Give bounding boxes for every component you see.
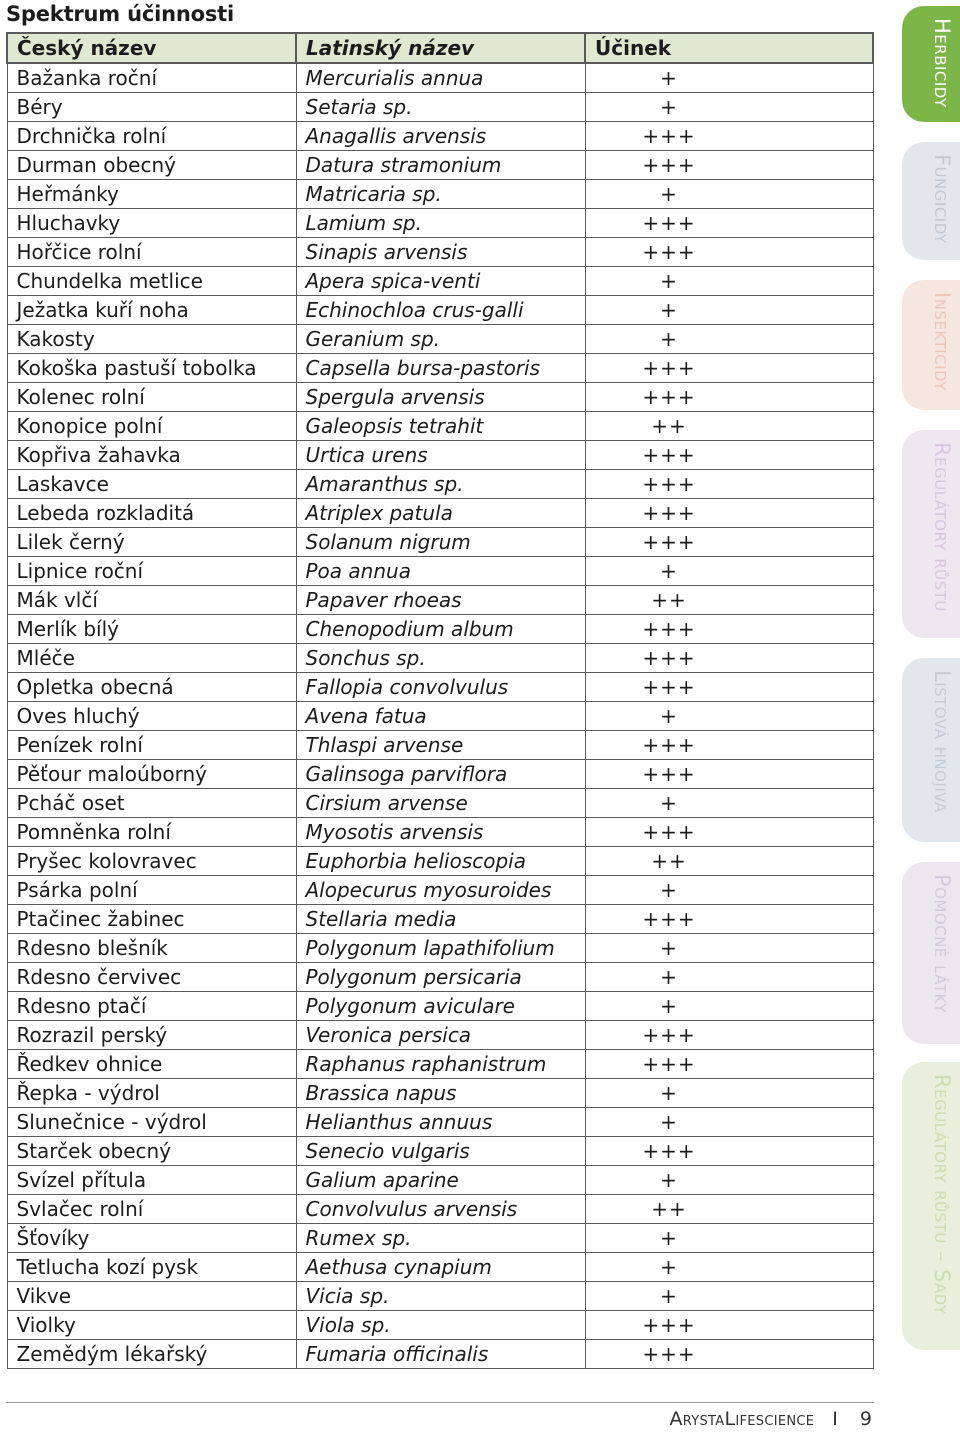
latin-name-cell: Avena fatua — [296, 702, 585, 731]
latin-name-cell: Solanum nigrum — [296, 528, 585, 557]
table-row — [7, 644, 873, 673]
effect-cell: +++ — [585, 1311, 873, 1340]
latin-name-cell: Apera spica-venti — [296, 267, 585, 296]
effect-cell: + — [585, 1079, 873, 1108]
table-row — [7, 63, 873, 93]
tab-regulatory-rustu-sady-label: Regulátory růstu – Sady — [930, 1074, 954, 1315]
effect-cell: + — [585, 1108, 873, 1137]
effect-cell: + — [585, 93, 873, 122]
latin-name-cell: Papaver rhoeas — [296, 586, 585, 615]
latin-name-cell: Veronica persica — [296, 1021, 585, 1050]
czech-name-cell: Pryšec kolovravec — [7, 847, 296, 876]
czech-name-cell: Svlačec rolní — [7, 1195, 296, 1224]
czech-name-cell: Ředkev ohnice — [7, 1050, 296, 1079]
table-row — [7, 1282, 873, 1311]
effect-cell: + — [585, 789, 873, 818]
effect-cell: +++ — [585, 1050, 873, 1079]
czech-name-cell: Pěťour maloúborný — [7, 760, 296, 789]
latin-name-cell: Stellaria media — [296, 905, 585, 934]
czech-name-cell: Řepka - výdrol — [7, 1079, 296, 1108]
czech-name-cell: Kolenec rolní — [7, 383, 296, 412]
effect-cell: + — [585, 1282, 873, 1311]
latin-name-cell: Geranium sp. — [296, 325, 585, 354]
czech-name-cell: Lilek černý — [7, 528, 296, 557]
effect-cell: + — [585, 1253, 873, 1282]
footer-divider — [6, 1402, 874, 1403]
czech-name-cell: Psárka polní — [7, 876, 296, 905]
czech-name-cell: Vikve — [7, 1282, 296, 1311]
latin-name-cell: Brassica napus — [296, 1079, 585, 1108]
latin-name-cell: Fumaria officinalis — [296, 1340, 585, 1369]
table-row — [7, 296, 873, 325]
czech-name-cell: Pomněnka rolní — [7, 818, 296, 847]
effect-cell: +++ — [585, 151, 873, 180]
czech-name-cell: Rdesno ptačí — [7, 992, 296, 1021]
latin-name-cell: Lamium sp. — [296, 209, 585, 238]
table-row — [7, 1253, 873, 1282]
latin-name-cell: Capsella bursa-pastoris — [296, 354, 585, 383]
latin-name-cell: Spergula arvensis — [296, 383, 585, 412]
table-row — [7, 1021, 873, 1050]
table-body — [7, 63, 873, 1369]
latin-name-cell: Mercurialis annua — [296, 63, 585, 93]
czech-name-cell: Laskavce — [7, 470, 296, 499]
table-row — [7, 1108, 873, 1137]
table-row — [7, 1166, 873, 1195]
effect-cell: + — [585, 557, 873, 586]
table-row — [7, 93, 873, 122]
latin-name-cell: Chenopodium album — [296, 615, 585, 644]
tab-pomocne-latky-label: Pomocné látky — [930, 874, 954, 1013]
table-row — [7, 905, 873, 934]
czech-name-cell: Starček obecný — [7, 1137, 296, 1166]
latin-name-cell: Matricaria sp. — [296, 180, 585, 209]
table-row — [7, 383, 873, 412]
footer-separator: I — [832, 1408, 838, 1430]
table-row — [7, 470, 873, 499]
effect-cell: +++ — [585, 441, 873, 470]
czech-name-cell: Slunečnice - výdrol — [7, 1108, 296, 1137]
tab-herbicidy-label: Herbicidy — [930, 18, 954, 108]
latin-name-cell: Convolvulus arvensis — [296, 1195, 585, 1224]
czech-name-cell: Mléče — [7, 644, 296, 673]
czech-name-cell: Rdesno blešník — [7, 934, 296, 963]
latin-name-cell: Rumex sp. — [296, 1224, 585, 1253]
effect-cell: +++ — [585, 673, 873, 702]
table-row — [7, 586, 873, 615]
czech-name-cell: Hořčice rolní — [7, 238, 296, 267]
latin-name-cell: Galium aparine — [296, 1166, 585, 1195]
effect-cell: +++ — [585, 1021, 873, 1050]
latin-name-cell: Helianthus annuus — [296, 1108, 585, 1137]
effect-cell: +++ — [585, 528, 873, 557]
czech-name-cell: Heřmánky — [7, 180, 296, 209]
table-row — [7, 615, 873, 644]
effect-cell: +++ — [585, 1340, 873, 1369]
latin-name-cell: Galinsoga parviflora — [296, 760, 585, 789]
table-row — [7, 934, 873, 963]
latin-name-cell: Polygonum persicaria — [296, 963, 585, 992]
czech-name-cell: Pcháč oset — [7, 789, 296, 818]
footer — [669, 1406, 872, 1432]
effect-cell: + — [585, 1166, 873, 1195]
latin-name-cell: Sinapis arvensis — [296, 238, 585, 267]
tab-insekticidy-label: Insekticidy — [930, 292, 954, 391]
table-row — [7, 412, 873, 441]
czech-name-cell: Kokoška pastuší tobolka — [7, 354, 296, 383]
table-row — [7, 557, 873, 586]
effect-cell: + — [585, 934, 873, 963]
effect-cell: +++ — [585, 354, 873, 383]
czech-name-cell: Tetlucha kozí pysk — [7, 1253, 296, 1282]
page-number: 9 — [859, 1408, 872, 1430]
effect-cell: + — [585, 1224, 873, 1253]
latin-name-cell: Senecio vulgaris — [296, 1137, 585, 1166]
latin-name-cell: Atriplex patula — [296, 499, 585, 528]
latin-name-cell: Euphorbia helioscopia — [296, 847, 585, 876]
effect-cell: ++ — [585, 847, 873, 876]
table-row — [7, 673, 873, 702]
table-row — [7, 702, 873, 731]
czech-name-cell: Rdesno červivec — [7, 963, 296, 992]
effect-cell: +++ — [585, 731, 873, 760]
latin-name-cell: Urtica urens — [296, 441, 585, 470]
footer-brand: ArystaLifescience — [669, 1408, 815, 1430]
table-row — [7, 1079, 873, 1108]
page-title: Spektrum účinnosti — [6, 2, 234, 26]
effect-cell: +++ — [585, 238, 873, 267]
latin-name-cell: Raphanus raphanistrum — [296, 1050, 585, 1079]
tab-listova-hnojiva-label: Listová hnojiva — [930, 670, 954, 813]
header-effect: Účinek — [585, 33, 873, 63]
table-row — [7, 1050, 873, 1079]
effect-cell: + — [585, 180, 873, 209]
header-latin-name: Latinský název — [296, 33, 585, 63]
table-row — [7, 1195, 873, 1224]
effect-cell: + — [585, 992, 873, 1021]
table-row — [7, 441, 873, 470]
latin-name-cell: Anagallis arvensis — [296, 122, 585, 151]
latin-name-cell: Poa annua — [296, 557, 585, 586]
effect-cell: +++ — [585, 1137, 873, 1166]
effect-cell: + — [585, 296, 873, 325]
czech-name-cell: Violky — [7, 1311, 296, 1340]
tab-fungicidy[interactable] — [902, 142, 960, 260]
effect-cell: ++ — [585, 412, 873, 441]
czech-name-cell: Hluchavky — [7, 209, 296, 238]
tab-listova-hnojiva[interactable] — [902, 658, 960, 842]
czech-name-cell: Zemědým lékařský — [7, 1340, 296, 1369]
table-row — [7, 528, 873, 557]
effect-cell: + — [585, 876, 873, 905]
czech-name-cell: Drchnička rolní — [7, 122, 296, 151]
table-row — [7, 151, 873, 180]
effect-cell: +++ — [585, 383, 873, 412]
czech-name-cell: Ježatka kuří noha — [7, 296, 296, 325]
tab-regulatory-rustu-sady[interactable] — [902, 1062, 960, 1350]
tab-herbicidy[interactable] — [902, 6, 960, 122]
effect-cell: +++ — [585, 209, 873, 238]
effect-cell: +++ — [585, 615, 873, 644]
latin-name-cell: Setaria sp. — [296, 93, 585, 122]
latin-name-cell: Echinochloa crus-galli — [296, 296, 585, 325]
czech-name-cell: Lebeda rozkladitá — [7, 499, 296, 528]
table-row — [7, 818, 873, 847]
effect-cell: + — [585, 63, 873, 93]
tab-insekticidy[interactable] — [902, 280, 960, 410]
effect-cell: ++ — [585, 1195, 873, 1224]
czech-name-cell: Ptačinec žabinec — [7, 905, 296, 934]
table-row — [7, 847, 873, 876]
czech-name-cell: Durman obecný — [7, 151, 296, 180]
czech-name-cell: Mák vlčí — [7, 586, 296, 615]
effect-cell: + — [585, 702, 873, 731]
czech-name-cell: Konopice polní — [7, 412, 296, 441]
czech-name-cell: Lipnice roční — [7, 557, 296, 586]
czech-name-cell: Chundelka metlice — [7, 267, 296, 296]
table-row — [7, 760, 873, 789]
czech-name-cell: Penízek rolní — [7, 731, 296, 760]
table-row — [7, 1137, 873, 1166]
latin-name-cell: Vicia sp. — [296, 1282, 585, 1311]
table-row — [7, 731, 873, 760]
table-row — [7, 180, 873, 209]
effect-cell: + — [585, 963, 873, 992]
table-row — [7, 876, 873, 905]
czech-name-cell: Bažanka roční — [7, 63, 296, 93]
effect-cell: +++ — [585, 905, 873, 934]
czech-name-cell: Kakosty — [7, 325, 296, 354]
czech-name-cell: Kopřiva žahavka — [7, 441, 296, 470]
table-row — [7, 1311, 873, 1340]
table-row — [7, 963, 873, 992]
latin-name-cell: Cirsium arvense — [296, 789, 585, 818]
header-czech-name: Český název — [7, 33, 296, 63]
table-row — [7, 354, 873, 383]
table-row — [7, 1224, 873, 1253]
latin-name-cell: Aethusa cynapium — [296, 1253, 585, 1282]
table-row — [7, 209, 873, 238]
czech-name-cell: Opletka obecná — [7, 673, 296, 702]
latin-name-cell: Polygonum lapathifolium — [296, 934, 585, 963]
latin-name-cell: Viola sp. — [296, 1311, 585, 1340]
table-row — [7, 325, 873, 354]
latin-name-cell: Amaranthus sp. — [296, 470, 585, 499]
czech-name-cell: Oves hluchý — [7, 702, 296, 731]
effect-cell: +++ — [585, 760, 873, 789]
table-row — [7, 238, 873, 267]
effect-cell: +++ — [585, 644, 873, 673]
effect-cell: +++ — [585, 122, 873, 151]
czech-name-cell: Šťovíky — [7, 1224, 296, 1253]
latin-name-cell: Galeopsis tetrahit — [296, 412, 585, 441]
latin-name-cell: Myosotis arvensis — [296, 818, 585, 847]
tab-regulatory-rustu[interactable] — [902, 430, 960, 638]
table-row — [7, 267, 873, 296]
tab-pomocne-latky[interactable] — [902, 862, 960, 1044]
czech-name-cell: Béry — [7, 93, 296, 122]
latin-name-cell: Alopecurus myosuroides — [296, 876, 585, 905]
table-row — [7, 122, 873, 151]
czech-name-cell: Rozrazil perský — [7, 1021, 296, 1050]
effect-cell: ++ — [585, 586, 873, 615]
effect-cell: + — [585, 325, 873, 354]
latin-name-cell: Fallopia convolvulus — [296, 673, 585, 702]
spectrum-table — [6, 32, 874, 1369]
latin-name-cell: Thlaspi arvense — [296, 731, 585, 760]
table-row — [7, 499, 873, 528]
effect-cell: +++ — [585, 470, 873, 499]
table-row — [7, 789, 873, 818]
czech-name-cell: Svízel přítula — [7, 1166, 296, 1195]
table-row — [7, 1340, 873, 1369]
effect-cell: +++ — [585, 499, 873, 528]
latin-name-cell: Datura stramonium — [296, 151, 585, 180]
latin-name-cell: Sonchus sp. — [296, 644, 585, 673]
latin-name-cell: Polygonum aviculare — [296, 992, 585, 1021]
table-row — [7, 992, 873, 1021]
effect-cell: + — [585, 267, 873, 296]
tab-regulatory-rustu-label: Regulátory růstu — [930, 442, 954, 612]
table-header-row — [7, 33, 873, 63]
czech-name-cell: Merlík bílý — [7, 615, 296, 644]
tab-fungicidy-label: Fungicidy — [930, 154, 954, 244]
effect-cell: +++ — [585, 818, 873, 847]
